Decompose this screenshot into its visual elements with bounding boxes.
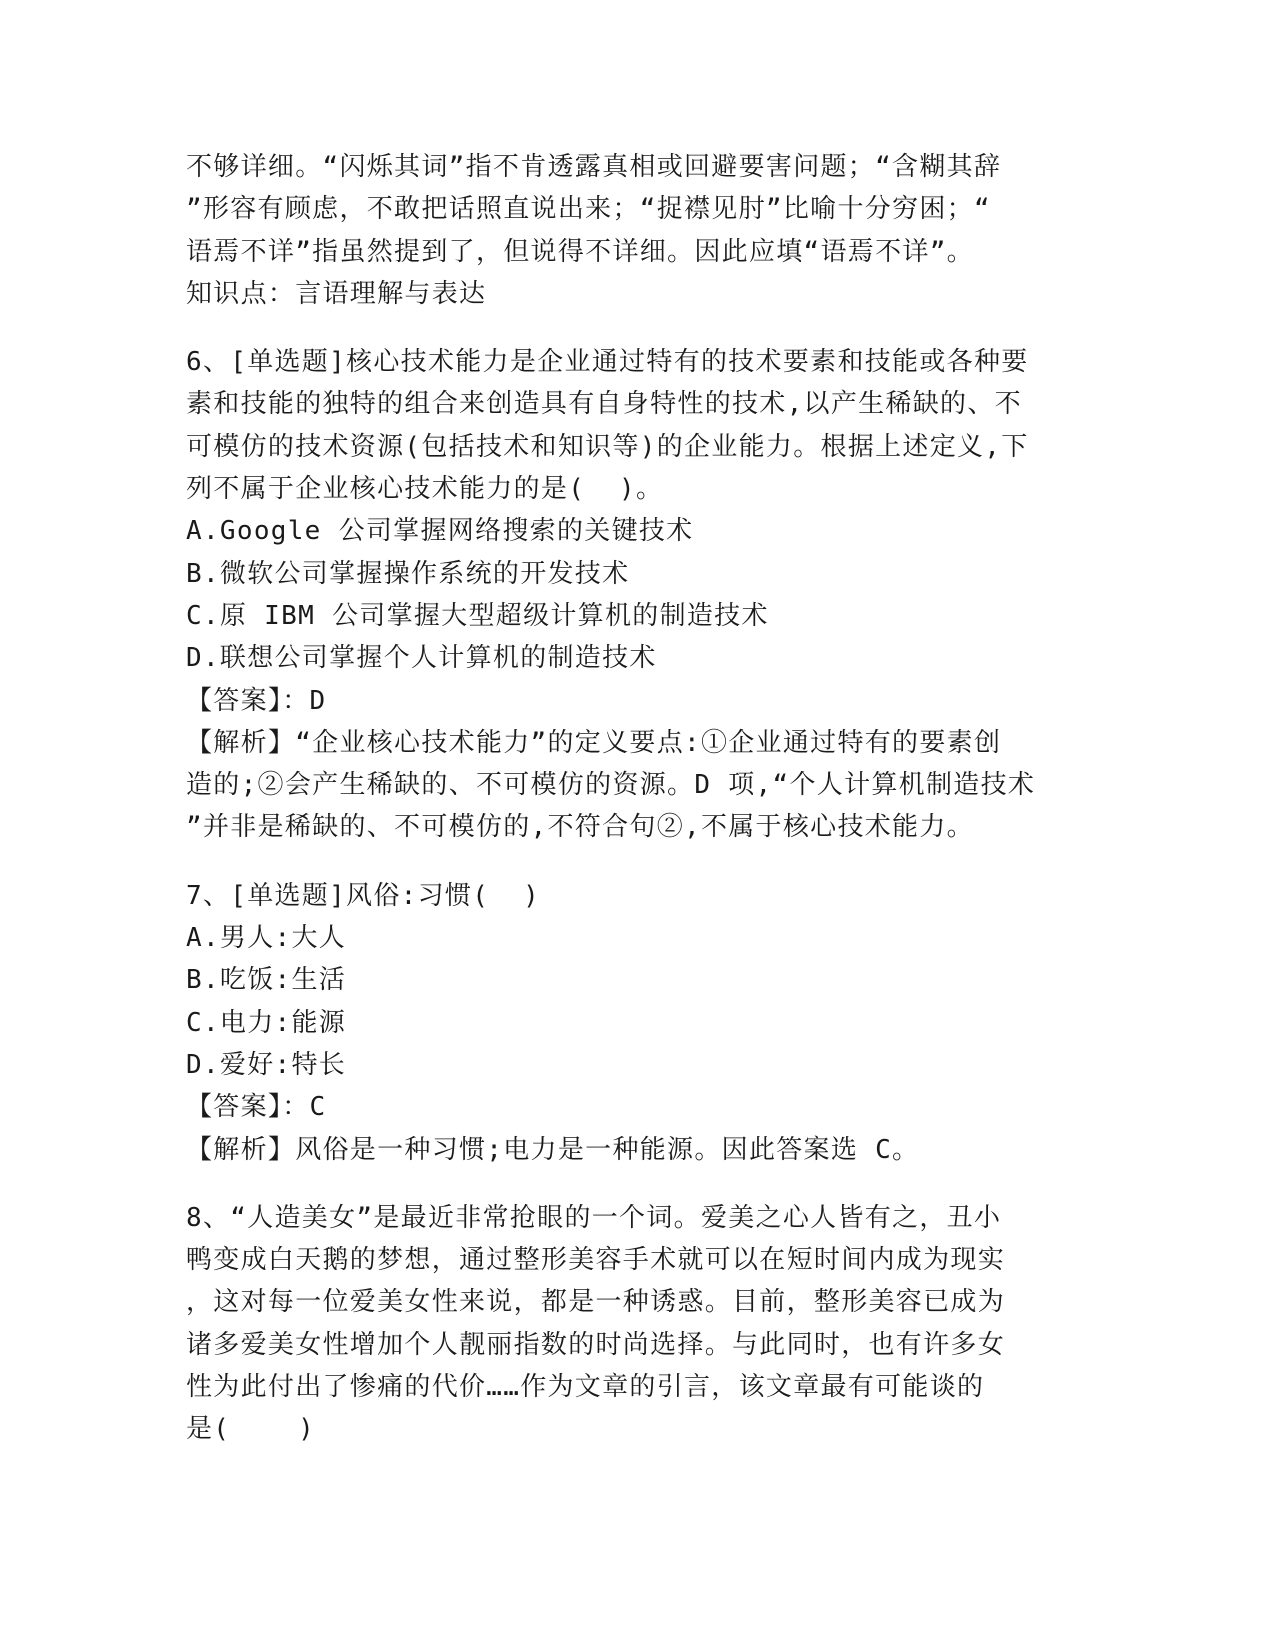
text-line: 语焉不详”指虽然提到了，但说得不详细。因此应填“语焉不详”。 — [186, 236, 974, 267]
question-stem: 8、“人造美女”是最近非常抢眼的一个词。爱美之心人皆有之，丑小 — [186, 1202, 1002, 1233]
option-d: D.联想公司掌握个人计算机的制造技术 — [186, 643, 657, 674]
option-d: D.爱好:特长 — [186, 1049, 347, 1080]
question-stem: 鸭变成白天鹅的梦想，通过整形美容手术就可以在短时间内成为现实 — [186, 1245, 1006, 1276]
question-stem: 可模仿的技术资源(包括技术和知识等)的企业能力。根据上述定义,下 — [186, 431, 1029, 462]
option-c: C.原 IBM 公司掌握大型超级计算机的制造技术 — [186, 600, 769, 631]
question-stem: 诸多爱美女性增加个人靓丽指数的时尚选择。与此同时，也有许多女 — [186, 1329, 1006, 1360]
question-5-explanation-tail — [186, 146, 1086, 315]
knowledge-point: 知识点：言语理解与表达 — [186, 278, 487, 309]
answer: 【答案】：D — [186, 685, 327, 716]
block-gap — [186, 315, 1086, 341]
option-a: A.Google 公司掌握网络搜索的关键技术 — [186, 516, 694, 547]
explanation: 造的;②会产生稀缺的、不可模仿的资源。D 项,“个人计算机制造技术 — [186, 770, 1036, 801]
answer: 【答案】：C — [186, 1092, 327, 1123]
option-b: B.微软公司掌握操作系统的开发技术 — [186, 558, 630, 589]
text-line: ”形容有顾虑，不敢把话照直说出来；“捉襟见肘”比喻十分穷困；“ — [186, 194, 991, 225]
question-stem: ，这对每一位爱美女性来说，都是一种诱惑。目前，整形美容已成为 — [186, 1287, 1006, 1318]
option-a: A.男人:大人 — [186, 923, 347, 954]
option-b: B.吃饭:生活 — [186, 965, 347, 996]
question-8 — [186, 1197, 1086, 1451]
question-6 — [186, 341, 1086, 849]
explanation: 【解析】风俗是一种习惯;电力是一种能源。因此答案选 C。 — [186, 1134, 920, 1165]
text-line: 不够详细。“闪烁其词”指不肯透露真相或回避要害问题；“含糊其辞 — [186, 152, 1002, 182]
question-stem: 素和技能的独特的组合来创造具有自身特性的技术,以产生稀缺的、不 — [186, 389, 1022, 420]
question-stem: 7、[单选题]风俗:习惯( ) — [186, 880, 541, 911]
explanation: 【解析】“企业核心技术能力”的定义要点:①企业通过特有的要素创 — [186, 727, 1002, 758]
question-stem: 6、[单选题]核心技术能力是企业通过特有的技术要素和技能或各种要 — [186, 347, 1029, 378]
question-stem: 列不属于企业核心技术能力的是( )。 — [186, 474, 664, 505]
question-stem: 是( ) — [186, 1414, 316, 1445]
question-stem: 性为此付出了惨痛的代价……作为文章的引言，该文章最有可能谈的 — [186, 1372, 985, 1403]
page-content — [186, 146, 1086, 1451]
question-7 — [186, 875, 1086, 1171]
block-gap — [186, 849, 1086, 875]
block-gap — [186, 1171, 1086, 1197]
option-c: C.电力:能源 — [186, 1007, 347, 1038]
explanation: ”并非是稀缺的、不可模仿的,不符合句②,不属于核心技术能力。 — [186, 812, 974, 843]
